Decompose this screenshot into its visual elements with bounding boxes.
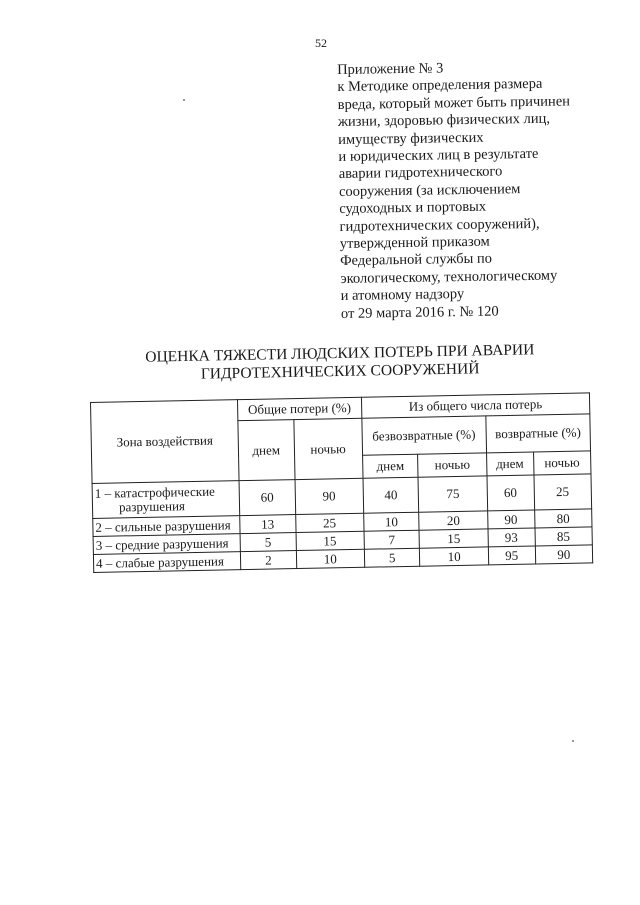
zone-label: 1 – катастрофические — [94, 483, 215, 501]
title-line-1: ОЦЕНКА ТЯЖЕСТИ ЛЮДСКИХ ПОТЕРЬ ПРИ АВАРИИ — [145, 341, 535, 366]
appendix-line: аварии гидротехнического — [338, 163, 503, 183]
header-reversible: возвратные (%) — [486, 414, 591, 453]
zone-label: 4 – слабые разрушения — [93, 552, 240, 573]
appendix-line: Федеральной службы по — [340, 251, 493, 270]
irr-night-cell: 20 — [419, 511, 488, 530]
rev-day-cell: 60 — [487, 475, 535, 511]
irr-night-cell: 10 — [420, 547, 489, 566]
total-day-cell: 60 — [239, 480, 295, 516]
irr-night-cell: 75 — [418, 476, 487, 512]
rev-day-cell: 93 — [488, 528, 535, 547]
total-night-cell: 15 — [296, 531, 364, 550]
appendix-line: вреда, который может быть причинен — [337, 93, 571, 113]
total-night-cell: 25 — [295, 513, 363, 532]
zone-cell — [92, 481, 240, 519]
header-irr-night: ночью — [418, 453, 487, 477]
appendix-line: гидротехнических сооружений), — [339, 215, 540, 235]
appendix-line: и юридических лиц в результате — [338, 145, 539, 166]
header-zone: Зона воздействия — [91, 400, 240, 484]
scan-speck — [183, 99, 185, 101]
header-total-losses: Общие потери (%) — [237, 397, 361, 420]
header-irr-day: днем — [362, 454, 418, 478]
appendix-line: Приложение № 3 — [337, 60, 444, 78]
rev-night-cell: 80 — [534, 509, 592, 528]
rev-night-cell: 90 — [535, 545, 593, 564]
appendix-line: имуществу физических — [338, 129, 484, 148]
zone-label: 3 – средние разрушения — [93, 534, 240, 555]
zone-label-cont: разрушения — [118, 498, 186, 515]
total-day-cell: 5 — [240, 533, 296, 552]
header-of-total: Из общего числа потерь — [361, 393, 590, 418]
appendix-line: сооружения (за исключением — [338, 180, 521, 200]
scan-speck — [572, 740, 574, 742]
total-day-cell: 13 — [240, 515, 296, 534]
irr-day-cell: 40 — [363, 477, 419, 513]
page-number: 52 — [315, 36, 327, 50]
losses-table-wrapper — [90, 392, 593, 573]
total-day-cell: 2 — [240, 551, 296, 570]
appendix-line: судоходных и портовых — [339, 198, 487, 218]
irr-night-cell: 15 — [419, 529, 488, 548]
appendix-block — [337, 58, 611, 323]
rev-night-cell: 25 — [534, 474, 592, 510]
header-total-night: ночью — [294, 418, 363, 479]
total-night-cell: 10 — [296, 549, 364, 568]
total-night-cell: 90 — [295, 478, 364, 514]
appendix-line: к Методике определения размера — [337, 76, 543, 96]
appendix-line: экологическому, технологическому — [340, 267, 558, 287]
appendix-line: жизни, здоровью физических лиц, — [337, 110, 551, 131]
title-line-2: ГИДРОТЕХНИЧЕСКИХ СООРУЖЕНИЙ — [200, 360, 480, 383]
header-irreversible: безвозвратные (%) — [362, 416, 487, 455]
irr-day-cell: 7 — [364, 530, 420, 549]
rev-day-cell: 95 — [488, 546, 535, 565]
irr-day-cell: 5 — [364, 548, 420, 567]
losses-table — [90, 392, 593, 573]
document-title — [120, 341, 561, 385]
header-total-day: днем — [238, 420, 295, 481]
appendix-line: и атомному надзору — [340, 286, 465, 305]
header-rev-night: ночью — [533, 451, 591, 475]
irr-day-cell: 10 — [363, 512, 419, 531]
header-rev-day: днем — [486, 452, 533, 476]
appendix-line: утвержденной приказом — [339, 233, 490, 253]
zone-label: 2 – сильные разрушения — [93, 516, 240, 537]
appendix-line: от 29 марта 2016 г. № 120 — [340, 303, 499, 322]
rev-day-cell: 90 — [487, 510, 534, 529]
rev-night-cell: 85 — [535, 527, 593, 546]
